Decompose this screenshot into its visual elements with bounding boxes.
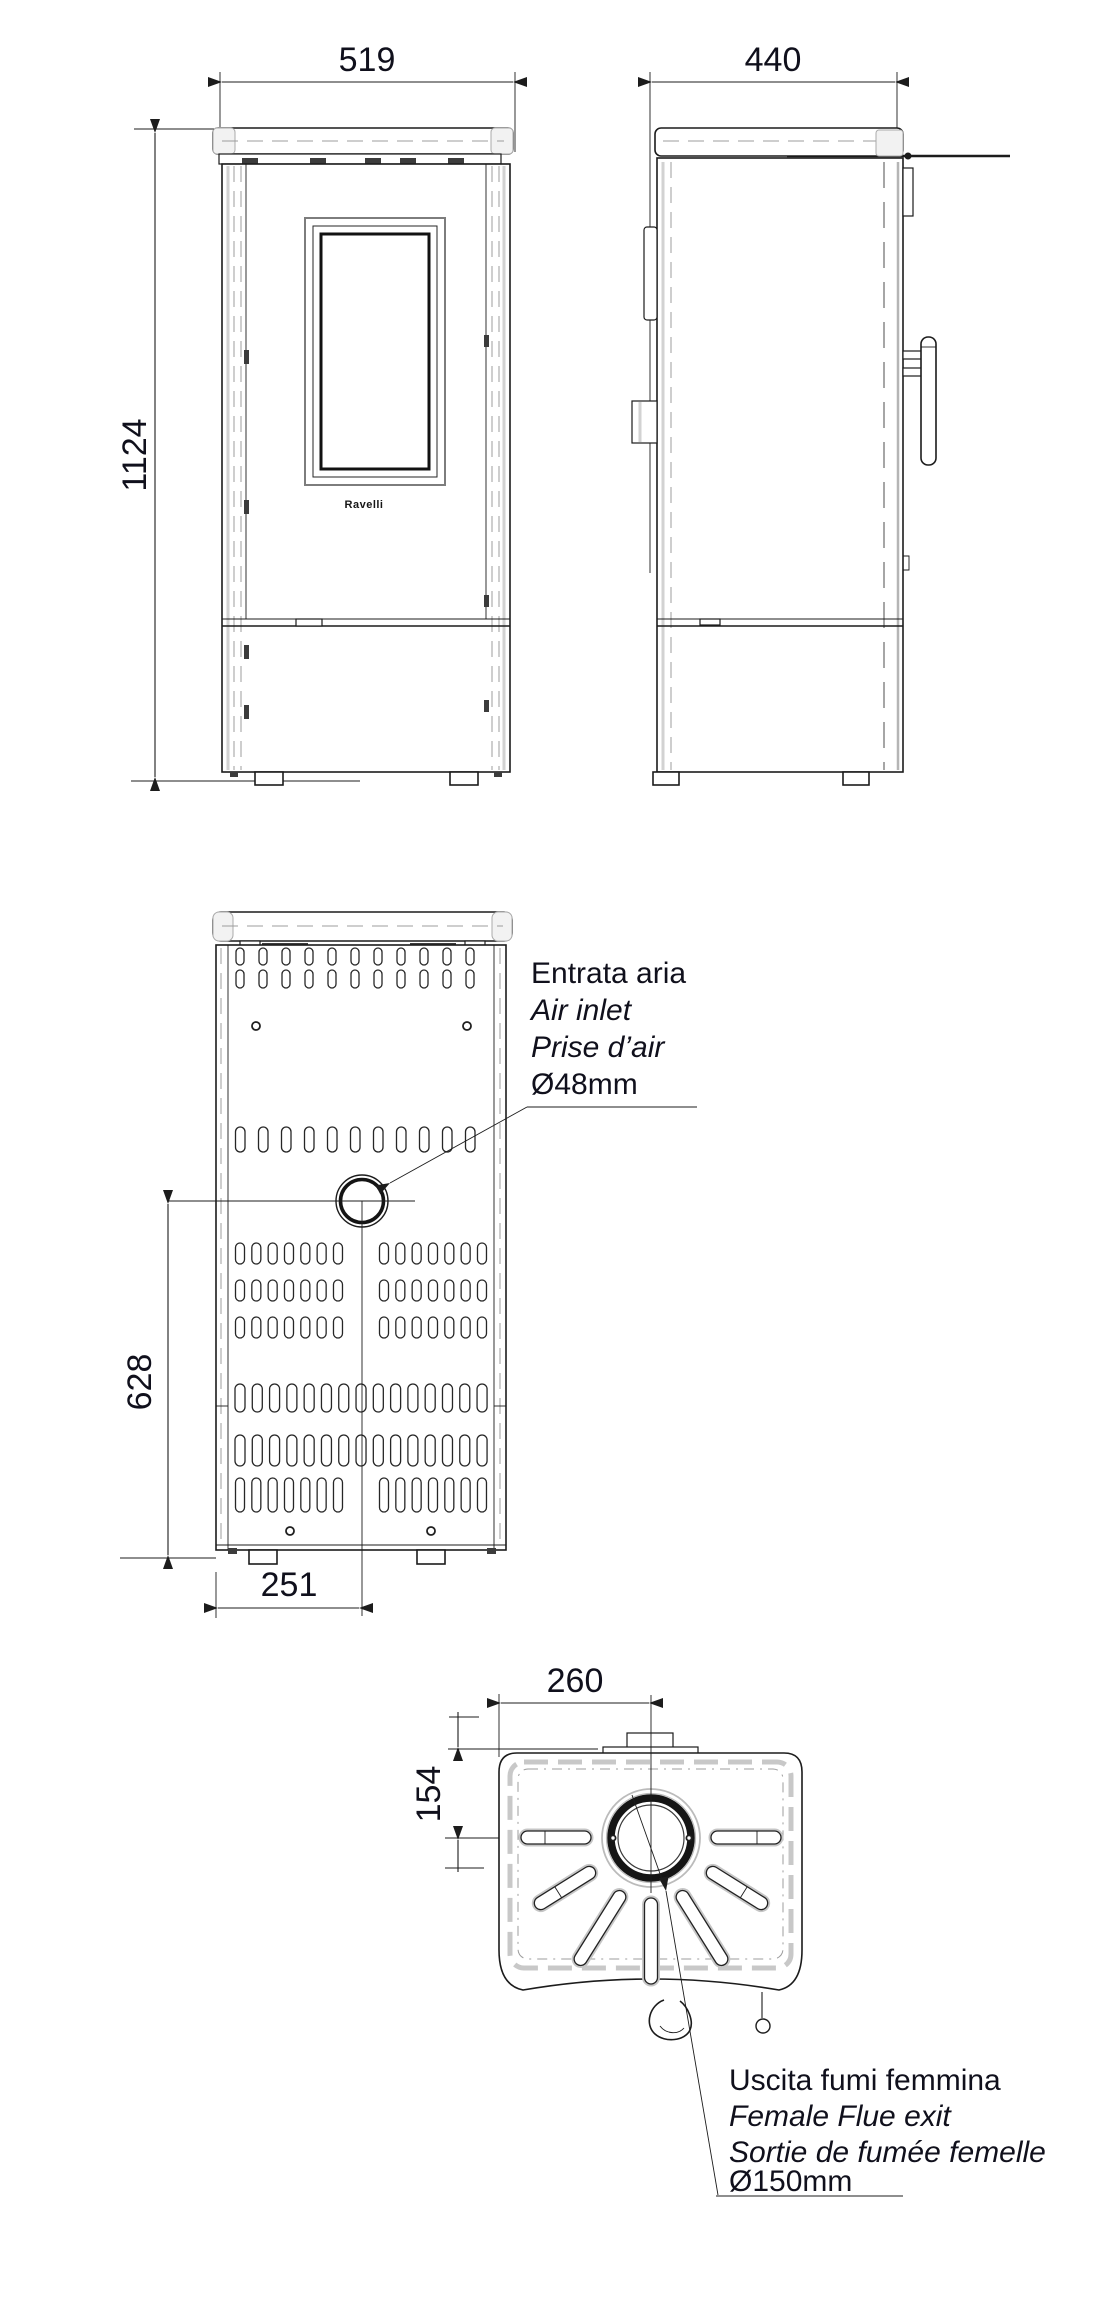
vent-slot-group-left-1	[236, 1243, 343, 1264]
vent-slot-group-right-4	[380, 1478, 487, 1512]
front-foot-right	[450, 772, 478, 785]
air-inlet-diameter: Ø48mm	[531, 1068, 638, 1101]
vent-slot-group-right-3	[380, 1317, 487, 1338]
air-inlet-label-it: Entrata aria	[531, 957, 687, 990]
side-view	[632, 41, 1010, 785]
flue-exit-label-it: Uscita fumi femmina	[729, 2064, 1001, 2097]
vent-slot-group-right-2	[380, 1280, 487, 1301]
dimension-air-inlet-offset	[216, 1566, 359, 1618]
dim-flue-offset-x-value: 260	[546, 1662, 604, 1700]
dim-front-height-value: 1124	[116, 418, 154, 492]
flue-exit-label-fr: Sortie de fumée femelle	[729, 2136, 1046, 2169]
top-flue-collar	[603, 1733, 698, 1754]
side-rear-stub	[903, 168, 913, 216]
side-feet	[653, 772, 869, 785]
top-damper-knob	[756, 1992, 770, 2033]
dim-front-width-value: 519	[338, 41, 396, 79]
vent-slot-group-left-2	[236, 1280, 343, 1301]
front-door-window	[305, 218, 445, 511]
flue-exit-diameter: Ø150mm	[729, 2165, 853, 2198]
vent-slot-group-right-1	[380, 1243, 487, 1264]
dim-air-inlet-offset-value: 251	[260, 1566, 318, 1604]
vent-slot-group-left-3	[236, 1317, 343, 1338]
flue-exit-label-en: Female Flue exit	[729, 2100, 951, 2133]
dimension-air-inlet-height	[120, 1204, 216, 1558]
side-front-trim	[644, 227, 657, 320]
dim-air-inlet-height-value: 628	[121, 1353, 159, 1411]
vent-slot-row-wide-1	[235, 1384, 487, 1412]
front-view	[116, 41, 515, 785]
back-view	[120, 912, 697, 1618]
side-body	[632, 158, 913, 772]
side-handle	[903, 337, 936, 465]
vent-slot-row-wide-2	[235, 1435, 487, 1466]
top-view	[410, 1662, 1046, 2198]
top-door-handle	[649, 2000, 691, 2040]
side-front-tab	[632, 401, 657, 443]
front-top-plate	[213, 128, 513, 164]
side-top-plate	[655, 128, 903, 156]
dim-side-depth-value: 440	[744, 41, 802, 79]
air-inlet-label-fr: Prise d’air	[531, 1031, 665, 1064]
vent-slot-group-left-4	[236, 1478, 343, 1512]
dim-flue-offset-y-value: 154	[410, 1765, 448, 1823]
front-foot-left	[255, 772, 283, 785]
air-inlet-label-en: Air inlet	[531, 994, 632, 1027]
brand-label: Ravelli	[344, 499, 384, 511]
